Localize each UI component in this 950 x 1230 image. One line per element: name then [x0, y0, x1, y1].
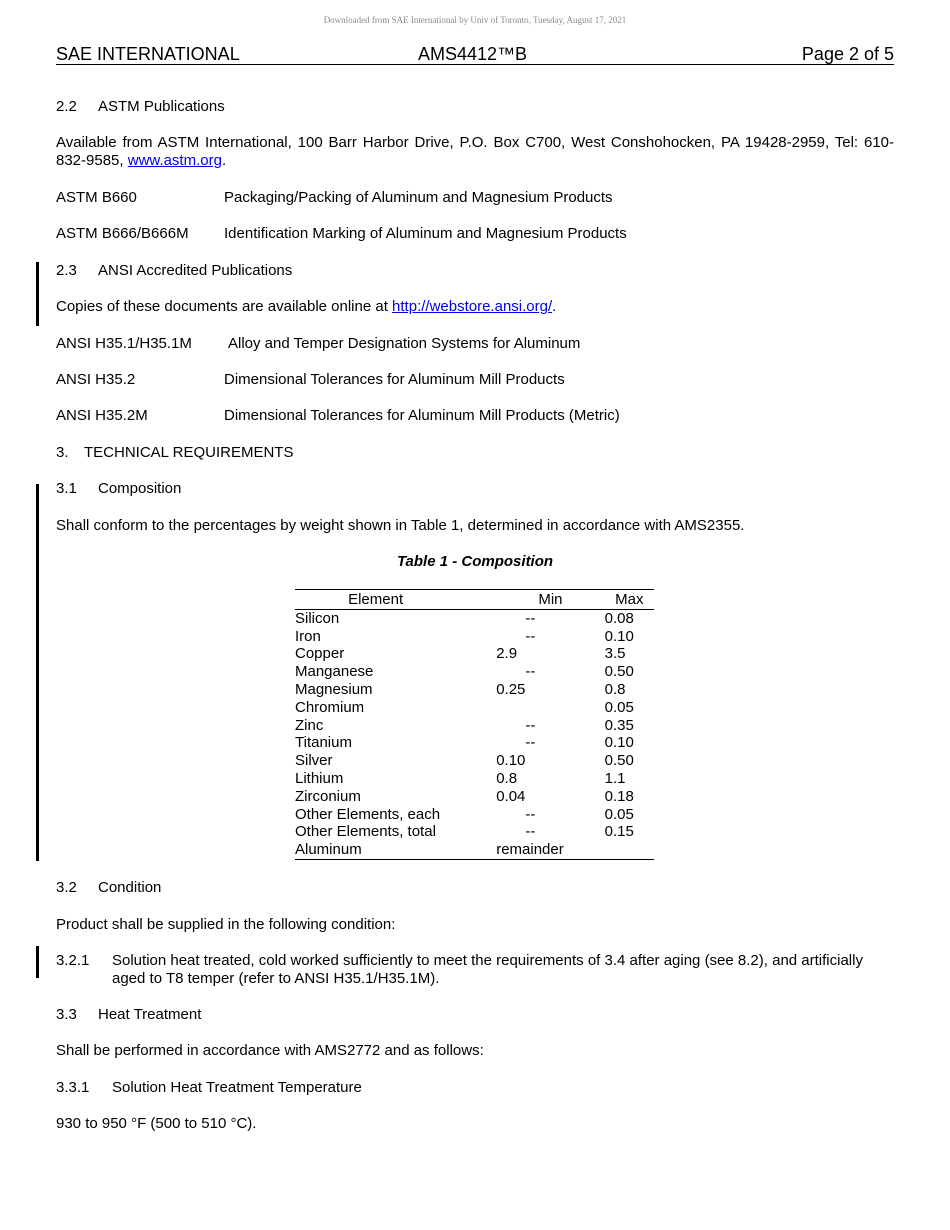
- section-title: Composition: [98, 480, 182, 497]
- header-max: Max: [605, 590, 654, 610]
- section-number: 2.3: [56, 262, 77, 279]
- min-cell: --: [525, 716, 536, 734]
- table-row: [295, 645, 654, 663]
- reference-title: Dimensional Tolerances for Aluminum Mill Products: [224, 371, 565, 388]
- min-cell: [496, 699, 604, 717]
- min-cell: --: [525, 609, 536, 627]
- max-cell: 3.5: [604, 645, 626, 663]
- reference-code: ASTM B660: [56, 189, 137, 206]
- element-cell: Zirconium: [295, 787, 361, 805]
- section-number: 3.: [56, 444, 69, 461]
- change-bar: [36, 262, 39, 326]
- section-title: Heat Treatment: [98, 1006, 202, 1023]
- min-cell: --: [525, 734, 536, 752]
- max-cell: 0.05: [604, 805, 634, 823]
- section-2-2-paragraph: [56, 134, 894, 170]
- table-row: [295, 628, 654, 646]
- table-row: [295, 770, 654, 788]
- table-header-row: [295, 590, 654, 610]
- change-bar: [36, 484, 39, 861]
- reference-title: Packaging/Packing of Aluminum and Magnesium Products: [224, 189, 613, 206]
- element-cell: Copper: [295, 645, 345, 663]
- section-title: TECHNICAL REQUIREMENTS: [84, 444, 294, 461]
- reference-title: Identification Marking of Aluminum and Magnesium Products: [224, 225, 627, 242]
- element-cell: Manganese: [295, 663, 374, 681]
- reference-ansi-h35-1: [56, 335, 580, 352]
- composition-table: [295, 589, 654, 860]
- reference-code: ANSI H35.2M: [56, 407, 148, 424]
- max-cell: 0.05: [604, 698, 634, 716]
- reference-astm-b660: [56, 189, 613, 206]
- section-number: 2.2: [56, 98, 77, 115]
- max-cell: 0.10: [604, 734, 634, 752]
- section-3-3-1-heading: [56, 1079, 362, 1096]
- min-cell: 0.04: [496, 787, 526, 805]
- download-notice: Downloaded from SAE International by Univ of Toronto, Tuesday, August 17, 2021: [323, 15, 627, 25]
- change-bar: [36, 946, 39, 978]
- section-3-2-1-line1: Solution heat treated, cold worked sufficiently to meet the requirements of 3.4 after aging (see 8.2), and artificially: [112, 952, 863, 969]
- section-number: 3.2: [56, 879, 77, 896]
- table-row: [295, 806, 654, 824]
- table-row: [295, 823, 654, 841]
- table-row: [295, 681, 654, 699]
- reference-title: Dimensional Tolerances for Aluminum Mill Products (Metric): [224, 407, 620, 424]
- section-3-3-heading: [56, 1006, 201, 1023]
- min-cell: 0.25: [496, 680, 526, 698]
- reference-code: ANSI H35.2: [56, 371, 136, 388]
- min-cell: --: [525, 805, 536, 823]
- section-title: Condition: [98, 879, 162, 896]
- table-caption: Table 1 - Composition: [396, 553, 554, 570]
- header-org: SAE INTERNATIONAL: [56, 44, 240, 64]
- section-3-2-paragraph: Product shall be supplied in the following condition:: [56, 916, 396, 933]
- reference-code: ASTM B666/B666M: [56, 225, 189, 242]
- max-cell: [605, 841, 654, 859]
- paragraph-text: Available from ASTM International, 100 Barr Harbor Drive, P.O. Box C700, West Conshohocken, PA 19428-2959, Tel: 610-832-9585,: [56, 134, 894, 169]
- min-cell: --: [525, 627, 536, 645]
- section-number: 3.1: [56, 480, 77, 497]
- section-number: 3.3: [56, 1006, 77, 1023]
- section-3-2-1-number: 3.2.1: [56, 952, 90, 969]
- reference-ansi-h35-2: [56, 371, 565, 388]
- section-3-1-heading: [56, 480, 181, 497]
- table-row: [295, 734, 654, 752]
- element-cell: Silicon: [295, 609, 340, 627]
- max-cell: 1.1: [604, 769, 626, 787]
- table-row: [295, 788, 654, 806]
- paragraph-text: Copies of these documents are available online at: [56, 298, 393, 315]
- min-cell: --: [525, 663, 536, 681]
- reference-title: Alloy and Temper Designation Systems for Aluminum: [228, 335, 581, 352]
- max-cell: 0.50: [604, 752, 634, 770]
- section-title: ANSI Accredited Publications: [98, 262, 293, 279]
- element-cell: Silver: [295, 752, 333, 770]
- page-header: [56, 44, 894, 65]
- section-2-3-heading: [56, 262, 292, 279]
- reference-code: ANSI H35.1/H35.1M: [56, 335, 192, 352]
- min-cell: 2.9: [496, 645, 518, 663]
- reference-astm-b666: [56, 225, 627, 242]
- table-row: [295, 663, 654, 681]
- element-cell: Aluminum: [295, 841, 362, 859]
- section-3-1-paragraph: Shall conform to the percentages by weight shown in Table 1, determined in accordance with AMS2355.: [56, 517, 745, 534]
- element-cell: Iron: [295, 627, 321, 645]
- max-cell: 0.8: [604, 680, 626, 698]
- min-cell: remainder: [496, 841, 564, 859]
- element-cell: Titanium: [295, 734, 352, 752]
- max-cell: 0.50: [604, 663, 634, 681]
- section-title: ASTM Publications: [98, 98, 225, 115]
- section-2-2-heading: [56, 98, 225, 115]
- table-row: [295, 752, 654, 770]
- max-cell: 0.18: [604, 787, 634, 805]
- table-row: [295, 717, 654, 735]
- section-2-3-paragraph: [56, 298, 556, 315]
- header-doc-number: AMS4412™B: [418, 44, 528, 64]
- max-cell: 0.15: [604, 823, 634, 841]
- table-row: [295, 609, 654, 627]
- astm-link[interactable]: www.astm.org: [127, 152, 222, 169]
- section-3-3-1-paragraph: 930 to 950 °F (500 to 510 °C).: [56, 1115, 257, 1132]
- header-element: Element: [295, 590, 496, 610]
- ansi-link[interactable]: http://webstore.ansi.org/: [392, 298, 553, 315]
- section-3-3-paragraph: Shall be performed in accordance with AMS2772 and as follows:: [56, 1042, 484, 1059]
- section-title: Solution Heat Treatment Temperature: [112, 1079, 362, 1096]
- max-cell: 0.08: [604, 609, 634, 627]
- section-3-heading: [56, 444, 293, 461]
- element-cell: Lithium: [295, 769, 344, 787]
- paragraph-end: .: [221, 152, 227, 169]
- min-cell: --: [525, 823, 536, 841]
- table-row: [295, 699, 654, 717]
- max-cell: 0.10: [604, 627, 634, 645]
- section-3-2-1-line2: aged to T8 temper (refer to ANSI H35.1/H35.1M).: [112, 970, 440, 987]
- header-min: Min: [496, 590, 604, 610]
- element-cell: Other Elements, each: [295, 805, 441, 823]
- paragraph-end: .: [552, 298, 557, 315]
- table-row: [295, 841, 654, 859]
- element-cell: Other Elements, total: [295, 823, 436, 841]
- element-cell: Magnesium: [295, 680, 373, 698]
- section-3-2-heading: [56, 879, 161, 896]
- element-cell: Zinc: [295, 716, 324, 734]
- reference-ansi-h35-2m: [56, 407, 620, 424]
- header-page-number: Page 2 of 5: [801, 44, 894, 64]
- section-number: 3.3.1: [56, 1079, 90, 1096]
- min-cell: 0.8: [496, 769, 518, 787]
- element-cell: Chromium: [295, 698, 365, 716]
- min-cell: 0.10: [496, 752, 526, 770]
- max-cell: 0.35: [604, 716, 634, 734]
